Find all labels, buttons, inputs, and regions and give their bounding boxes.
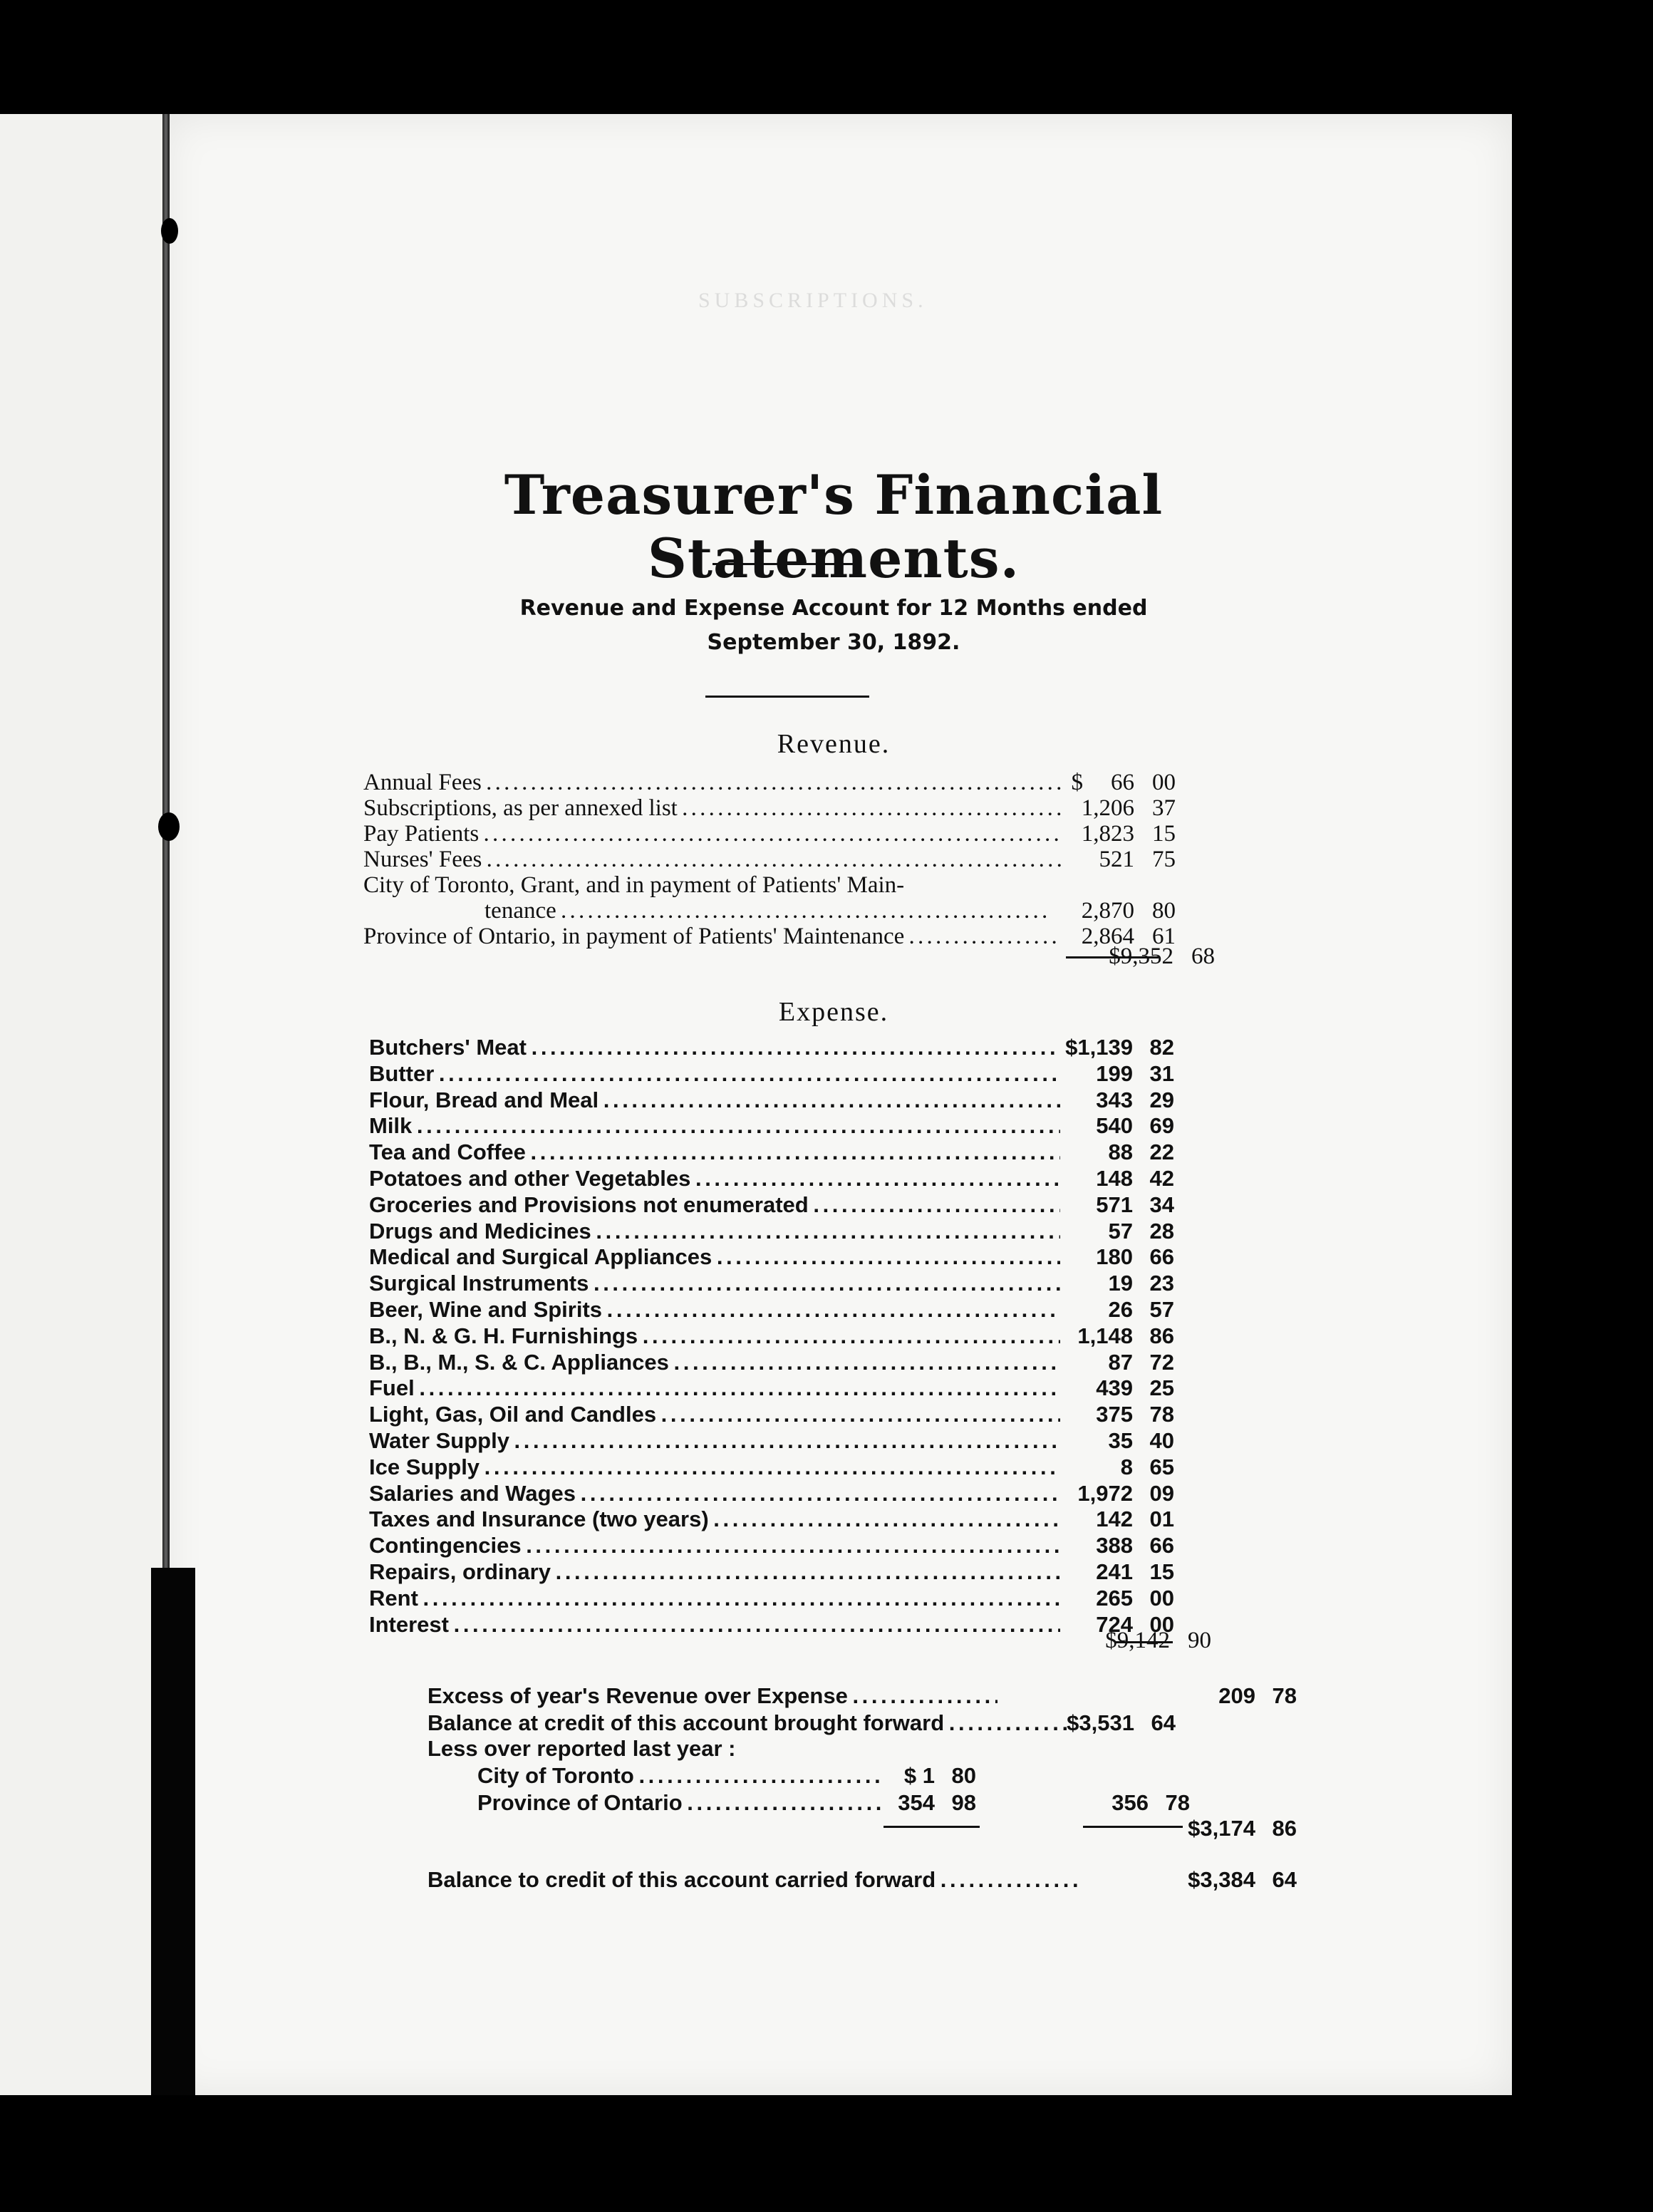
expense-row: B., B., M., S. & C. Appliances . . . 87 72	[369, 1348, 1174, 1377]
net-row: $3,174 86	[1188, 1816, 1297, 1841]
expense-row: Salaries and Wages . . . 1,972 09	[369, 1479, 1174, 1508]
expense-row: Milk . . . 540 69	[369, 1112, 1174, 1140]
revenue-row: City of Toronto, Grant, and in payment of Patients' Main-	[363, 872, 905, 898]
expense-row: Butchers' Meat . . . $1,139 82	[369, 1033, 1174, 1062]
binding-mark	[161, 218, 178, 244]
expense-row: Ice Supply . . . 8 65	[369, 1453, 1174, 1482]
expense-row: Medical and Surgical Appliances . . . 180 66	[369, 1243, 1174, 1271]
show-through-heading: SUBSCRIPTIONS.	[698, 289, 928, 312]
expense-row: Water Supply . . . 35 40	[369, 1427, 1174, 1455]
expense-heading: Expense.	[778, 997, 889, 1027]
expense-row: Taxes and Insurance (two years) . . . 142 01	[369, 1505, 1174, 1534]
expense-row: Contingencies . . . 388 66	[369, 1531, 1174, 1560]
revenue-row: Nurses' Fees . . . 521 75	[363, 845, 1176, 874]
subtitle-rule	[705, 696, 869, 698]
subtitle-line-1: Revenue and Expense Account for 12 Months ended	[519, 596, 1148, 621]
binding-tab	[151, 1568, 195, 2095]
expense-row: Repairs, ordinary . . . 241 15	[369, 1558, 1174, 1586]
binding-mark	[158, 812, 180, 841]
expense-row: Flour, Bread and Meal . . . 343 29	[369, 1086, 1174, 1115]
revenue-row: Pay Patients . . . 1,823 15	[363, 820, 1176, 848]
expense-row: Butter . . . 199 31	[369, 1060, 1174, 1088]
subtitle-line-2: September 30, 1892.	[707, 630, 960, 655]
city-row: City of Toronto . . . $ 1 80	[477, 1762, 976, 1790]
revenue-total: $9,352 68	[1109, 944, 1215, 969]
expense-row: Tea and Coffee . . . 88 22	[369, 1138, 1174, 1167]
province-row: Province of Ontario . . . 354 98 356 78	[477, 1789, 1190, 1817]
revenue-heading: Revenue.	[777, 729, 891, 759]
expense-row: Groceries and Provisions not enumerated . . . 571 34	[369, 1191, 1174, 1219]
page-title: Treasurer's Financial Statements.	[504, 463, 1164, 590]
adjacent-page-edge	[0, 114, 165, 2095]
expense-row: Drugs and Medicines . . . 57 28	[369, 1217, 1174, 1246]
expense-row: Interest . . . 724 00	[369, 1611, 1174, 1639]
expense-row: Light, Gas, Oil and Candles . . . 375 78	[369, 1400, 1174, 1429]
title-rule	[712, 563, 855, 565]
revenue-row: Annual Fees . . . $ 66 00	[363, 768, 1176, 797]
expense-row: Fuel . . . 439 25	[369, 1374, 1174, 1402]
revenue-row: Province of Ontario, in payment of Patients' Maintenance . . . 2,864 61	[363, 922, 1176, 951]
revenue-row-continuation: tenance . . . 2,870 80	[484, 896, 1176, 925]
expense-row: Beer, Wine and Spirits . . . 26 57	[369, 1296, 1174, 1324]
carried-forward-row: Balance to credit of this account carried forward . . . $3,384 64	[428, 1866, 1297, 1894]
revenue-row: Subscriptions, as per annexed list . . . 1,206 37	[363, 794, 1176, 822]
expense-row: Surgical Instruments . . . 19 23	[369, 1269, 1174, 1298]
expense-total: $9,142 90	[1105, 1628, 1211, 1653]
expense-row: Rent . . . 265 00	[369, 1584, 1174, 1613]
less-label: Less over reported last year :	[428, 1736, 736, 1761]
excess-row: Excess of year's Revenue over Expense . . . 209 78	[428, 1682, 1297, 1710]
expense-row: B., N. & G. H. Furnishings . . . 1,148 86	[369, 1322, 1174, 1350]
balance-forward-row: Balance at credit of this account brought forward . . . $3,531 64	[428, 1709, 1297, 1737]
expense-row: Potatoes and other Vegetables . . . 148 42	[369, 1164, 1174, 1193]
